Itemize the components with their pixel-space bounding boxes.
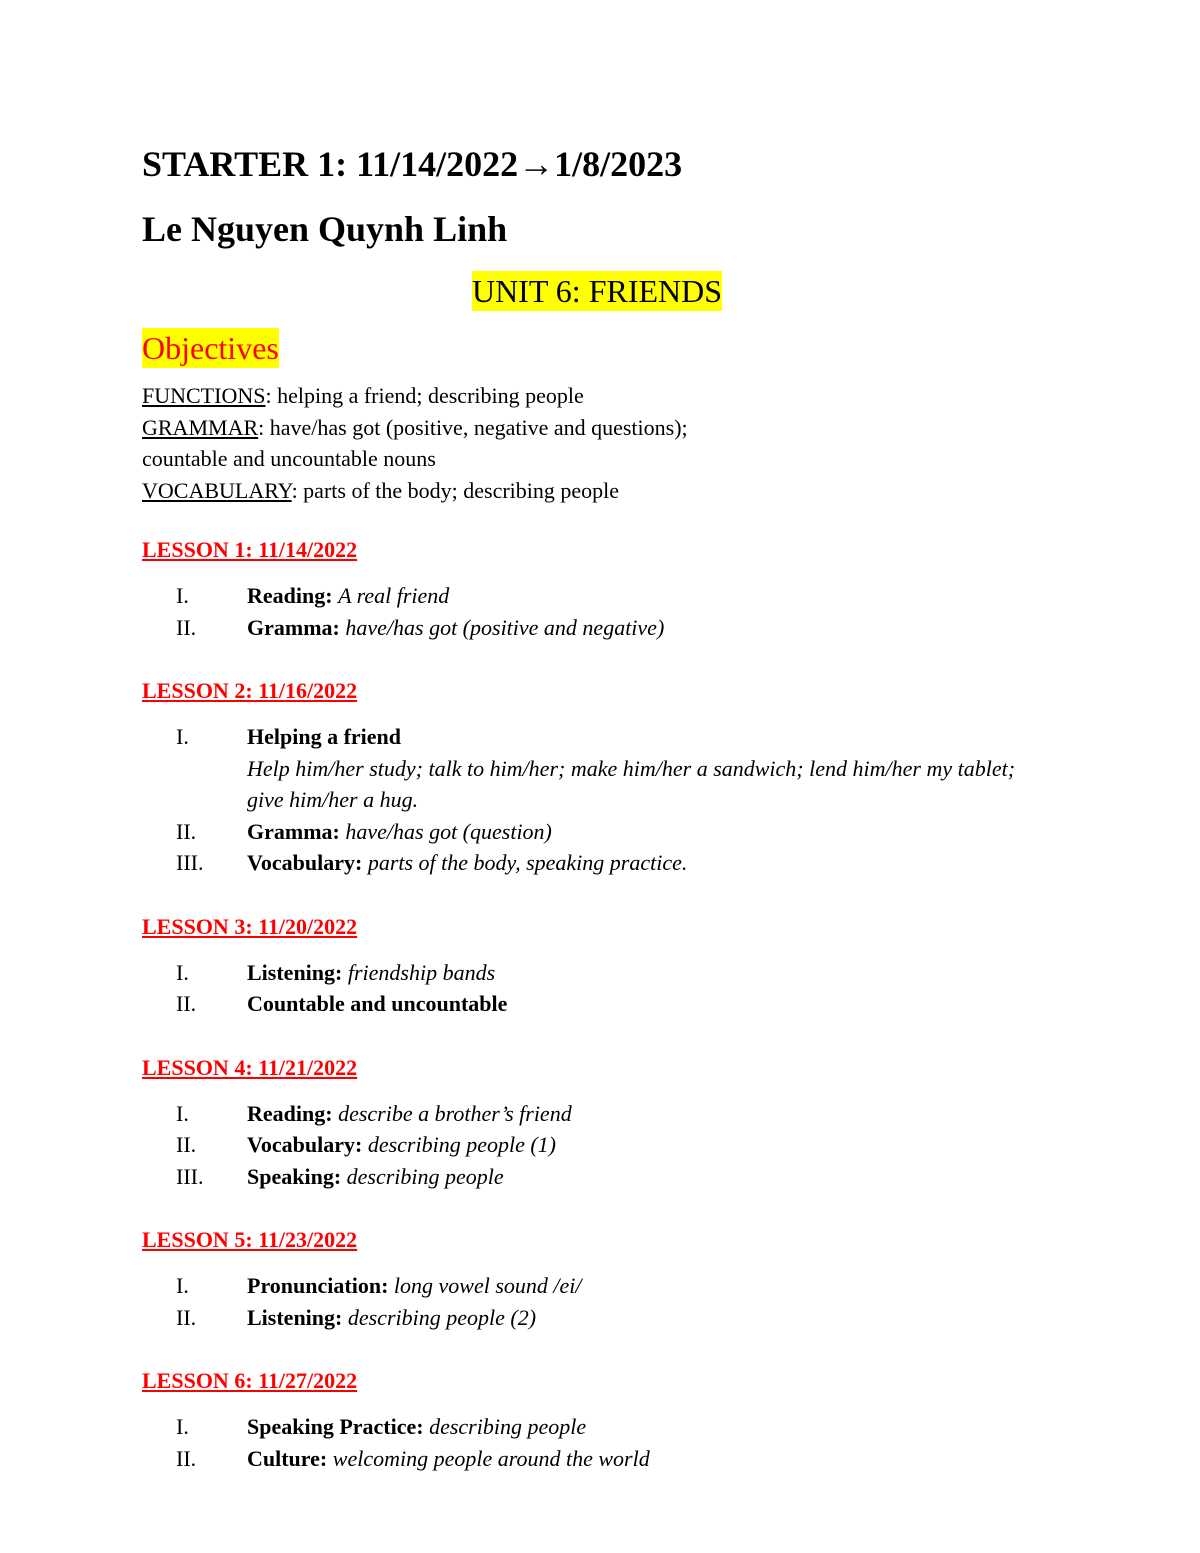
lesson-item bbox=[142, 1270, 1042, 1302]
objectives-list bbox=[142, 380, 1042, 506]
item-description: describing people bbox=[429, 1414, 587, 1439]
item-label: Vocabulary: bbox=[247, 850, 363, 875]
lesson-section bbox=[142, 675, 1042, 879]
lesson-title: LESSON 2: 11/16/2022 bbox=[142, 678, 358, 703]
lesson-section bbox=[142, 911, 1042, 1020]
starter-heading: STARTER 1: 11/14/2022→1/8/2023 bbox=[142, 144, 683, 184]
lesson-item bbox=[142, 580, 1042, 612]
lesson-item bbox=[142, 988, 1042, 1020]
item-description: A real friend bbox=[338, 583, 450, 608]
item-description: parts of the body, speaking practice. bbox=[367, 850, 688, 875]
item-number: I. bbox=[176, 1100, 189, 1126]
unit-title: UNIT 6: FRIENDS bbox=[471, 273, 723, 309]
item-subtext: Help him/her study; talk to him/her; make him/her a sandwich; lend him/her my tablet; give him/her a hug. bbox=[247, 755, 1016, 812]
lesson-item bbox=[142, 1302, 1042, 1334]
item-body bbox=[247, 721, 1042, 816]
item-description: friendship bands bbox=[347, 959, 496, 985]
objectives-heading-wrap bbox=[142, 311, 1042, 368]
item-body bbox=[247, 1129, 1042, 1161]
item-label: Speaking Practice: bbox=[247, 1414, 424, 1439]
item-number: II. bbox=[176, 991, 197, 1016]
item-body bbox=[247, 1302, 1042, 1334]
item-label: Gramma: bbox=[247, 614, 340, 640]
lesson-item bbox=[142, 721, 1042, 816]
item-description: describing people (1) bbox=[367, 1132, 556, 1157]
objective-functions bbox=[142, 380, 1042, 412]
objective-grammar bbox=[142, 412, 1042, 444]
item-body bbox=[247, 580, 1042, 612]
lesson-item bbox=[142, 612, 1042, 644]
lesson-item bbox=[142, 957, 1042, 989]
lesson-item bbox=[142, 1161, 1042, 1193]
item-number: I. bbox=[176, 959, 189, 985]
lesson-section bbox=[142, 1052, 1042, 1193]
lesson-items bbox=[142, 580, 1042, 643]
item-label: Listening: bbox=[247, 1304, 343, 1330]
objective-key: VOCABULARY bbox=[142, 477, 292, 503]
objective-value: : have/has got (positive, negative and questions); bbox=[258, 414, 688, 440]
item-label: Reading: bbox=[247, 1100, 333, 1126]
item-description: describe a brother’s friend bbox=[338, 1100, 572, 1126]
item-label: Speaking: bbox=[247, 1163, 342, 1189]
lesson-section bbox=[142, 1365, 1042, 1474]
item-description: welcoming people around the world bbox=[332, 1445, 650, 1471]
item-body bbox=[247, 1098, 1042, 1130]
item-description: describing people (2) bbox=[347, 1304, 537, 1330]
objective-value: : helping a friend; describing people bbox=[265, 383, 584, 408]
item-label: Countable and uncountable bbox=[247, 991, 508, 1016]
item-number: III. bbox=[176, 850, 204, 875]
item-label: Reading: bbox=[247, 583, 333, 608]
lesson-item bbox=[142, 847, 1042, 879]
lesson-title: LESSON 5: 11/23/2022 bbox=[142, 1227, 358, 1252]
item-body bbox=[247, 1443, 1042, 1475]
item-number: II. bbox=[176, 1132, 197, 1157]
objective-key: FUNCTIONS bbox=[142, 383, 266, 408]
document-page bbox=[142, 140, 1042, 1474]
lesson-item bbox=[142, 1098, 1042, 1130]
lesson-item bbox=[142, 1443, 1042, 1475]
objective-grammar-continued: countable and uncountable nouns bbox=[142, 446, 436, 471]
lesson-item bbox=[142, 1411, 1042, 1443]
objectives-heading: Objectives bbox=[142, 330, 279, 366]
lesson-items bbox=[142, 1270, 1042, 1333]
item-number: II. bbox=[176, 614, 197, 640]
lesson-items bbox=[142, 721, 1042, 879]
item-number: II. bbox=[176, 818, 197, 844]
item-description: have/has got (positive and negative) bbox=[345, 614, 665, 640]
item-body bbox=[247, 816, 1042, 848]
item-label: Helping a friend bbox=[247, 724, 402, 749]
objective-key: GRAMMAR bbox=[142, 414, 259, 440]
unit-title-wrap bbox=[142, 271, 1042, 311]
lesson-items bbox=[142, 1411, 1042, 1474]
item-body bbox=[247, 1411, 1042, 1443]
lesson-item bbox=[142, 816, 1042, 848]
item-body bbox=[247, 1161, 1042, 1193]
item-number: I. bbox=[176, 583, 189, 608]
item-number: I. bbox=[176, 1273, 189, 1298]
lesson-items bbox=[142, 957, 1042, 1020]
lesson-title: LESSON 6: 11/27/2022 bbox=[142, 1368, 358, 1393]
lesson-title: LESSON 4: 11/21/2022 bbox=[142, 1054, 358, 1080]
lesson-item bbox=[142, 1129, 1042, 1161]
item-label: Vocabulary: bbox=[247, 1132, 363, 1157]
lesson-section bbox=[142, 1224, 1042, 1333]
item-description: have/has got (question) bbox=[345, 818, 552, 844]
item-body bbox=[247, 847, 1042, 879]
lesson-section bbox=[142, 534, 1042, 643]
item-number: III. bbox=[176, 1163, 204, 1189]
item-body bbox=[247, 612, 1042, 644]
item-number: II. bbox=[176, 1304, 197, 1330]
item-description: describing people bbox=[346, 1163, 504, 1189]
item-body bbox=[247, 1270, 1042, 1302]
item-description: long vowel sound /ei/ bbox=[393, 1273, 582, 1298]
item-body bbox=[247, 988, 1042, 1020]
objective-vocabulary bbox=[142, 475, 1042, 507]
lesson-title: LESSON 3: 11/20/2022 bbox=[142, 913, 358, 939]
lessons-list bbox=[142, 534, 1042, 1474]
lesson-title: LESSON 1: 11/14/2022 bbox=[142, 537, 358, 562]
item-body bbox=[247, 957, 1042, 989]
item-label: Culture: bbox=[247, 1445, 328, 1471]
item-number: I. bbox=[176, 724, 189, 749]
item-label: Gramma: bbox=[247, 818, 340, 844]
lesson-items bbox=[142, 1098, 1042, 1193]
item-label: Pronunciation: bbox=[247, 1273, 389, 1298]
item-label: Listening: bbox=[247, 959, 343, 985]
author-name: Le Nguyen Quynh Linh bbox=[142, 209, 508, 249]
objective-value: : parts of the body; describing people bbox=[291, 477, 620, 503]
item-number: I. bbox=[176, 1414, 189, 1439]
item-number: II. bbox=[176, 1445, 197, 1471]
